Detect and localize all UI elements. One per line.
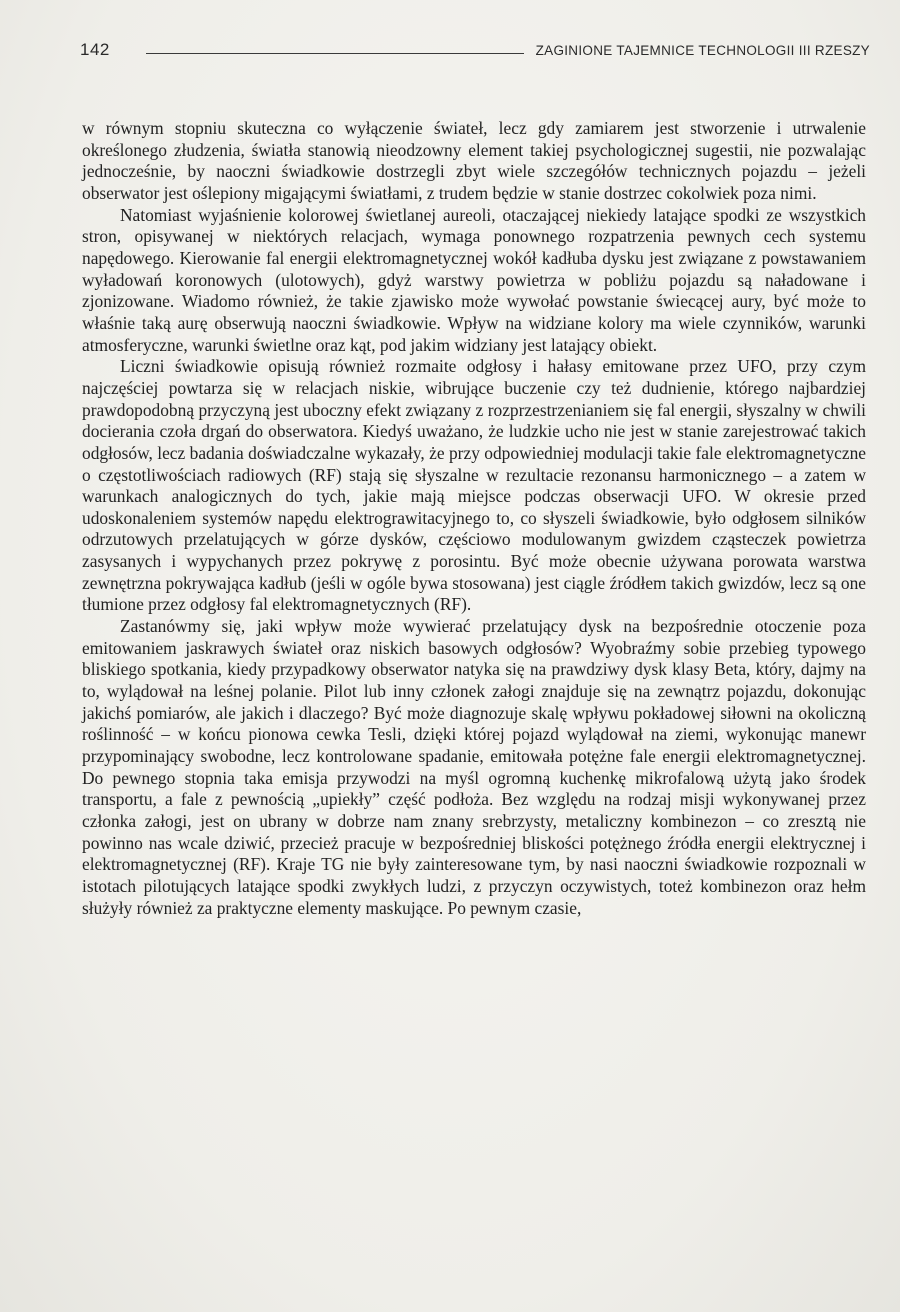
page-number: 142 — [80, 40, 110, 59]
paragraph-4: Zastanówmy się, jaki wpływ może wywierać przelatujący dysk na bezpośrednie otoczenie poza emitowaniem jaskrawych świateł oraz niskich basowych odgłosów? Wyobraźmy sobie przebieg typowego bliskiego spotkania, kiedy przypadkowy obserwator natyka się na prawdziwy dysk klasy Beta, który, dajmy na to, wylądował na leśnej polanie. Pilot lub inny członek załogi znajduje się na zewnątrz pojazdu, dokonując jakichś pomiarów, ale jakich i dlaczego? Być może diagnozuje skalę wpływu pokładowej siłowni na okoliczną roślinność – w końcu pionowa cewka Tesli, dzięki której pojazd wylądował na ziemi, wykonując manewr przypominający swobodne, lecz kontrolowane spadanie, emitowała potężne fale energii elektromagnetycznej. Do pewnego stopnia taka emisja przywodzi na myśl ogromną kuchenkę mikrofalową użytą jako środek transportu, a fale z pewnością „upiekły” część podłoża. Bez względu na rodzaj misji wykonywanej przez członka załogi, jest on ubrany w dobrze nam znany srebrzysty, metaliczny kombinezon – co zresztą nie powinno nas wcale dziwić, przecież pracuje w bezpośredniej bliskości potężnego źródła energii elektrycznej i elektromagnetycznej (RF). Kraje TG nie były zainteresowane tym, by nasi naoczni świadkowie rozpoznali w istotach pilotujących latające spodki zwykłych ludzi, z przyczyn oczywistych, toteż kombinezon oraz hełm służyły również za praktyczne elementy maskujące. Po pewnym czasie, — [82, 616, 866, 918]
page-header — [80, 36, 870, 60]
paragraph-2: Natomiast wyjaśnienie kolorowej świetlanej aureoli, otaczającej niekiedy latające spodki ze wszystkich stron, opisywanej w niektórych relacjach, wymaga ponownego rozpatrzenia pewnych cech systemu napędowego. Kierowanie fal energii elektromagnetycznej wokół kadłuba dysku jest związane z powstawaniem wyładowań koronowych (ulotowych), gdyż warstwy powietrza w pobliżu pojazdu są naładowane i zjonizowane. Wiadomo również, że takie zjawisko może wywołać powstanie świecącej aury, być może to właśnie taką aurę obserwują naoczni świadkowie. Wpływ na widziane kolory ma wiele czynników, warunki atmosferyczne, warunki świetlne oraz kąt, pod jakim widziany jest latający obiekt. — [82, 204, 866, 355]
paragraph-1: w równym stopniu skuteczna co wyłączenie świateł, lecz gdy zamiarem jest stworzenie i utrwalenie określonego złudzenia, światła stanowią nieodzowny element takiej psychologicznej sugestii, nie pozwalając jednocześnie, by naoczni świadkowie dostrzegli zbyt wiele szczegółów technicznych pojazdu – jeżeli obserwator jest oślepiony migającymi światłami, z trudem będzie w stanie dostrzec cokolwiek poza nimi. — [82, 118, 866, 203]
paragraph-3: Liczni świadkowie opisują również rozmaite odgłosy i hałasy emitowane przez UFO, przy czym najczęściej powtarza się w relacjach niskie, wibrujące buczenie czy też dudnienie, którego najbardziej prawdopodobną przyczyną jest uboczny efekt związany z rozprzestrzenianiem się fal energii, słyszalny w chwili docierania czoła drgań do obserwatora. Kiedyś uważano, że ludzkie ucho nie jest w stanie zarejestrować takich odgłosów, lecz badania doświadczalne wykazały, że przy odpowiedniej modulacji takie fale elektromagnetyczne o częstotliwościach radiowych (RF) stają się słyszalne w rezultacie rezonansu harmonicznego – a zatem w warunkach analogicznych do tych, jakie mają miejsce podczas obserwacji UFO. W okresie przed udoskonaleniem systemów napędu elektrograwitacyjnego to, co słyszeli świadkowie, było odgłosem silników odrzutowych przelatujących w górze dysków, częściowo modulowanym gwizdem cząsteczek powietrza zasysanych i wypychanych przez pokrywę z porosintu. Być może obecnie używana porowata warstwa zewnętrzna pokrywająca kadłub (jeśli w ogóle bywa stosowana) jest ciągle źródłem takich gwizdów, lecz są one tłumione przez odgłosy fal elektromagnetycznych (RF). — [82, 356, 866, 615]
header-rule — [146, 53, 524, 54]
body-text — [82, 118, 866, 919]
running-title: ZAGINIONE TAJEMNICE TECHNOLOGII III RZESZY — [535, 43, 870, 58]
